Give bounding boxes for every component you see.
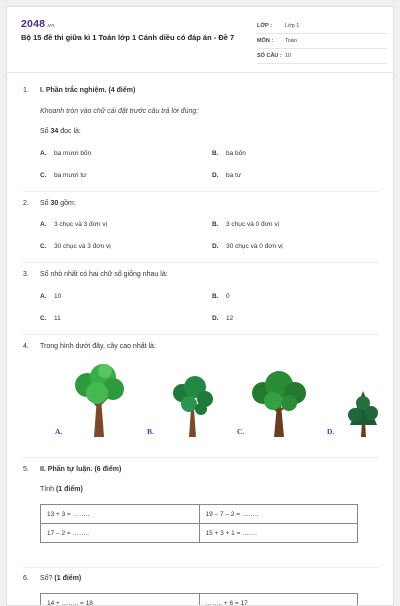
worksheet: 2048.vn Bộ 15 đề thi giữa kì 1 Toán lớp 1 Cánh diều có đáp án - Đề 7 LỚP : Lớp 1 MÔN : Toán SỐ CÂU : 10 1. I. Phần trắc nghiệm. (4 điểm) Khoanh tròn vào chữ cái đặt trước câu trả lời đúng: Số 34 đọc là: A. ba mươi bốn B. ba bốn C. ba mươi tư D. ba tư 2. Số 30 gồm: A. 3 chục và 3 đơn vị B. 3 chục và 0 đơn vị C. 30 chục và 3 đơn vị D. 30 chục và 0 đơn vị 3. Số nhỏ nhất có hai chữ số giống nhau là: A. 10 B. 0 C. 11 D. 12 4. Trong hình dưới đây, cây cao nhất là: A. B. C. D. 5. II. Phần tự luận. (6 điểm) Tính (1 điểm) 13 + 3 = …….. 19 – 7 – 2 = …….. 17 – 2 = …….. 15 + 3 + 1 = ……. 6. Số? (1 điểm) 14 + …….. = 18 …….. + 6 = 17 — [6, 6, 394, 606]
q1-option-a[interactable]: A. ba mươi bốn — [40, 150, 91, 157]
q3-option-c[interactable]: C. 11 — [40, 315, 61, 322]
table-row — [41, 524, 358, 543]
calc-cell[interactable]: 15 + 3 + 1 = ……. — [199, 524, 358, 543]
tree-label-a[interactable]: A. — [55, 427, 62, 436]
q2-option-a[interactable]: A. 3 chục và 3 đơn vị — [40, 221, 107, 228]
q1-option-b[interactable]: B. ba bốn — [212, 150, 246, 157]
divider — [23, 262, 379, 263]
tree-label-c[interactable]: C. — [237, 427, 244, 436]
tree-b — [173, 376, 213, 437]
tree-c — [252, 371, 306, 437]
header — [7, 7, 393, 73]
q2-option-c[interactable]: C. 30 chục và 3 đơn vị — [40, 243, 111, 250]
q1-option-c[interactable]: C. ba mươi tư — [40, 172, 86, 179]
divider — [23, 457, 379, 458]
calc-cell[interactable]: 19 – 7 – 2 = …….. — [199, 505, 358, 524]
meta-subject: MÔN : Toán — [257, 34, 387, 49]
q2-option-b[interactable]: B. 3 chục và 0 đơn vị — [212, 221, 279, 228]
tree-label-b[interactable]: B. — [147, 427, 154, 436]
calc-cell[interactable]: …….. + 6 = 17 — [199, 594, 358, 606]
q1-prompt: Số 34 đọc là: — [40, 128, 81, 135]
q5-sub: Tính (1 điểm) — [40, 486, 83, 493]
meta-class: LỚP : Lớp 1 — [257, 19, 387, 34]
q3-option-a[interactable]: A. 10 — [40, 293, 61, 300]
divider — [23, 191, 379, 192]
q2-option-d[interactable]: D. 30 chục và 0 đơn vị — [212, 243, 283, 250]
trees-illustration — [43, 363, 393, 443]
instruction: Khoanh tròn vào chữ cái đặt trước câu trả lời đúng: — [40, 108, 198, 115]
trees-figure — [43, 363, 393, 443]
calc-cell[interactable]: 17 – 2 = …….. — [41, 524, 200, 543]
q3-option-d[interactable]: D. 12 — [212, 315, 233, 322]
calc-cell[interactable]: 14 + …….. = 18 — [41, 594, 200, 606]
calc-cell[interactable]: 13 + 3 = …….. — [41, 505, 200, 524]
q3-option-b[interactable]: B. 0 — [212, 293, 230, 300]
meta-table — [257, 19, 387, 64]
tree-d — [348, 391, 378, 437]
q1-option-d[interactable]: D. ba tư — [212, 172, 241, 179]
document-title: Bộ 15 đề thi giữa kì 1 Toán lớp 1 Cánh diều có đáp án - Đề 7 — [21, 33, 241, 43]
divider — [23, 334, 379, 335]
calc-table — [40, 504, 358, 543]
tree-label-d[interactable]: D. — [327, 427, 334, 436]
site-logo[interactable]: 2048.vn — [21, 18, 55, 30]
tree-a — [75, 364, 124, 437]
meta-count: SỐ CÂU : 10 — [257, 49, 387, 64]
divider — [23, 567, 379, 568]
table-row — [41, 505, 358, 524]
